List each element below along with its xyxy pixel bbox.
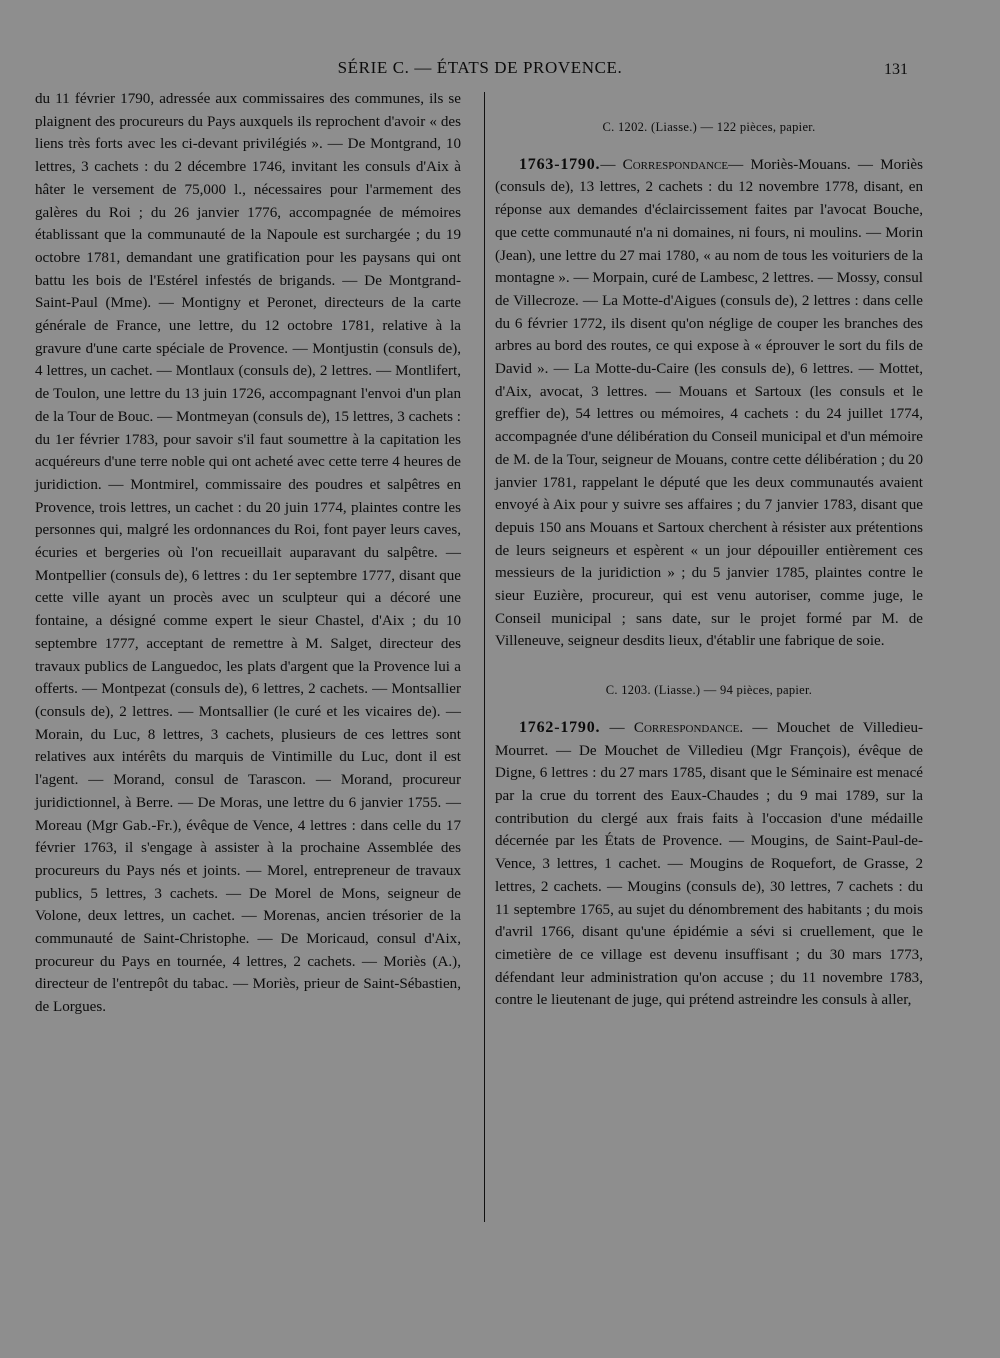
entry-heading: Correspondance bbox=[622, 156, 729, 173]
cote-c1202: C. 1202. (Liasse.) — 122 pièces, papier. bbox=[602, 120, 816, 134]
cote-c1203: C. 1203. (Liasse.) — 94 pièces, papier. bbox=[605, 683, 813, 698]
entry-date: 1762-1790. bbox=[519, 718, 601, 736]
entry-text: — Mouchet de Villedieu-Mourret. — De Mouchet de Villedieu (Mgr François), évêque de Digne, 6 lettres : du 27 mars 1785, disant que le Séminaire est menacé par la crue du torrent des Eaux-Chaudes ; du 9 mai 1789, sur la contribution du clergé aux frais faits à l'occasion d'une médaille décernée par les États de Provence. — Mougins, de Saint-Paul-de-Vence, 3 lettres, 1 cachet. — Mougins de Roquefort, de Grasse, 2 lettres, 2 cachets. — Mougins (consuls de), 30 lettres, 7 cachets : du 11 septembre 1765, au sujet du dénombrement des habitants ; du mois d'avril 1766, disant qu'une épidémie a sévi si cruellement, que le cimetière de ce village est devenu insuffisant ; du 30 mars 1773, défendant leur administration qu'on accuse ; du 11 novembre 1783, contre le lieutenant de juge, qui prétend astreindre les consuls à aller, bbox=[495, 719, 924, 1009]
entry-date: 1763-1790. bbox=[519, 155, 601, 173]
entry-c1202: 1763-1790.— Correspondance— Moriès-Mouans. — Moriès (consuls de), 13 lettres, 2 cachets : du 12 novembre 1778, disant, en réponse aux demandes d'éclaircissement faites par l'avocat Bouche, que cette communauté n'a ni domaines, ni fours, ni moulins. — Morin (Jean), une lettre du 27 mai 1780, « au nom de tous les voituriers de la montagne ». — Morpain, curé de Lambesc, 2 lettres. — Mossy, consul de Villecroze. — La Motte-d'Aigues (consuls de), 2 lettres : dans celle du 6 février 1772, ils disent qu'on néglige de couper les branches des arbres au bord des routes, ce qui expose à « éprouver le sort du fils de David ». — La Motte-du-Caire (les consuls de), 6 lettres. — Mottet, d'Aix, avocat, 3 lettres. — Mouans et Sartoux (les consuls et le greffier de), 54 lettres ou mémoires, 4 cachets : du 24 juillet 1774, accompagnée d'une délibération du Conseil municipal et d'un mémoire de M. de la Tour, seigneur de Mouans, contre cette délibération ; du 20 janvier 1781, rappelant le député que les deux communautés avaient envoyé à Aix pour y suivre ses affaires ; du 7 janvier 1783, disant que depuis 150 ans Mouans et Sartoux cherchent à résister aux prétentions de leurs seigneurs et espèrent « un jour dépouiller entièrement ces messieurs de la juridiction » ; du 5 janvier 1785, plaintes contre le sieur Euzière, procureur, qui est venu autoriser, comme juge, le Conseil municipal ; sans date, sur le projet formé par M. de Villeneuve, seigneur desdits lieux, d'établir une fabrique de soie. bbox=[495, 155, 923, 650]
entry-text: — Moriès-Mouans. — Moriès (consuls de), 13 lettres, 2 cachets : du 12 novembre 1778, disant, en réponse aux demandes d'éclaircissement faites par l'avocat Bouche, que cette communauté n'a ni domaines, ni fours, ni moulins. — Morin (Jean), une lettre du 27 mai 1780, « au nom de tous les voituriers de la montagne ». — Morpain, curé de Lambesc, 2 lettres. — Mossy, consul de Villecroze. — La Motte-d'Aigues (consuls de), 2 lettres : dans celle du 6 février 1772, ils disent qu'on néglige de couper les branches des arbres au bord des routes, ce qui expose à « éprouver le sort du fils de David ». — La Motte-du-Caire (les consuls de), 6 lettres. — Mottet, d'Aix, avocat, 3 lettres. — Mouans et Sartoux (les consuls et le greffier de), 54 lettres ou mémoires, 4 cachets : du 24 juillet 1774, accompagnée d'une délibération du Conseil municipal et d'un mémoire de M. de la Tour, seigneur de Mouans, contre cette délibération ; du 20 janvier 1781, rappelant le député que les deux communautés avaient envoyé à Aix pour y suivre ses affaires ; du 7 janvier 1783, disant que depuis 150 ans Mouans et Sartoux cherchent à résister aux prétentions de leurs seigneurs et espèrent « un jour dépouiller entièrement ces messieurs de la juridiction » ; du 5 janvier 1785, plaintes contre le sieur Euzière, procureur, qui est venu autoriser, comme juge, le Conseil municipal ; sans date, sur le projet formé par M. de Villeneuve, seigneur desdits lieux, d'établir une fabrique de soie. bbox=[495, 156, 923, 650]
entry-heading: Correspondance bbox=[633, 719, 740, 736]
running-header: SÉRIE C. — ÉTATS DE PROVENCE. bbox=[337, 58, 623, 77]
entry-c1203: 1762-1790. — Correspondance. — Mouchet de Villedieu-Mourret. — De Mouchet de Villedieu (Mgr François), évêque de Digne, 6 lettres : du 27 mars 1785, disant que le Séminaire est menacé par la crue du torrent des Eaux-Chaudes ; du 9 mai 1789, sur la contribution du clergé aux frais faits à l'occasion d'une médaille décernée par les États de Provence. — Mougins, de Saint-Paul-de-Vence, 3 lettres, 1 cachet. — Mougins de Roquefort, de Grasse, 2 lettres, 2 cachets. — Mougins (consuls de), 30 lettres, 7 cachets : du 11 septembre 1765, au sujet du dénombrement des habitants ; du mois d'avril 1766, disant qu'une épidémie a sévi si cruellement, que le cimetière de ce village est devenu insuffisant ; du 30 mars 1773, défendant leur administration qu'on accuse ; du 11 novembre 1783, contre le lieutenant de juge, qui prétend astreindre les consuls à aller, bbox=[495, 718, 924, 1009]
column-divider bbox=[484, 92, 485, 1222]
left-column-text: du 11 février 1790, adressée aux commissaires des communes, ils se plaignent des procureurs du Pays auxquels ils reprochent d'avoir « des liens très forts avec les ci-devant privilégiés ». — De Montgrand, 10 lettres, 3 cachets : du 2 décembre 1746, invitant les consuls d'Aix à hâter le versement de 75,000 l., nécessaires pour l'armement des galères du Roi ; du 26 janvier 1776, accompagnée de mémoires établissant que la communauté de la Napoule est surchargée ; du 19 octobre 1781, demandant une gratification pour les paysans qui ont battu les bois de l'Estérel infestés de brigands. — De Montgrand-Saint-Paul (Mme). — Montigny et Peronet, directeurs de la carte générale de France, une lettre, du 12 octobre 1781, relative à la gravure d'une carte spéciale de Provence. — Montjustin (consuls de), 4 lettres, un cachet. — Montlaux (consuls de), 2 lettres. — Montlifert, de Toulon, une lettre du 13 juin 1726, accompagnant l'envoi d'un plan de la Tour de Bouc. — Montmeyan (consuls de), 15 lettres, 3 cachets : du 1er février 1783, pour savoir s'il faut soumettre à la capitation les acquéreurs d'une terre noble qui ont acheté avec cette terre 4 heures de juridiction. — Montmirel, commissaire des poudres et salpêtres en Provence, trois lettres, un cachet : du 20 juin 1774, plaintes contre les personnes qui, malgré les ordonnances du Roi, font payer leurs caves, écuries et bergeries où l'on recueillait auparavant du salpêtre. — Montpellier (consuls de), 6 lettres : du 1er septembre 1777, disant que cette ville ayant un procès avec un sculpteur qui a décoré une fontaine, a désigné comme expert le sieur Chastel, d'Aix ; du 10 septembre 1777, acceptant de remettre à M. Salget, directeur des travaux publics de Languedoc, les plats d'argent que la Provence lui a offerts. — Montpezat (consuls de), 6 lettres, 2 cachets. — Montsallier (consuls de), 2 lettres. — Montsallier (le curé et les vicaires de). — Morain, du Luc, 8 lettres, 3 cachets, plusieurs de ces lettres sont relatives aux intérêts du marquis de Vintimille du Luc, dont il est l'agent. — Morand, consul de Tarascon. — Morand, procureur juridictionnel, à Berre. — De Moras, une lettre du 6 janvier 1755. — Moreau (Mgr Gab.-Fr.), évêque de Vence, 4 lettres : dans celle du 17 février 1763, il s'engage à assister à la prochaine Assemblée des procureurs du Pays nés et joints. — Morel, entrepreneur de travaux publics, 5 lettres, 3 cachets. — De Morel de Mons, seigneur de Volone, deux lettres, un cachet. — Morenas, ancien trésorier de la communauté de Saint-Christophe. — De Moricaud, consul d'Aix, procureur du Pays en tournée, 4 lettres, 2 cachets. — Moriès (A.), directeur de l'entrepôt du tabac. — Moriès, prieur de Saint-Sébastien, de Lorgues. bbox=[35, 91, 461, 1016]
left-column bbox=[35, 88, 461, 1019]
page-number: 131 bbox=[884, 61, 908, 78]
right-column bbox=[495, 116, 923, 1012]
